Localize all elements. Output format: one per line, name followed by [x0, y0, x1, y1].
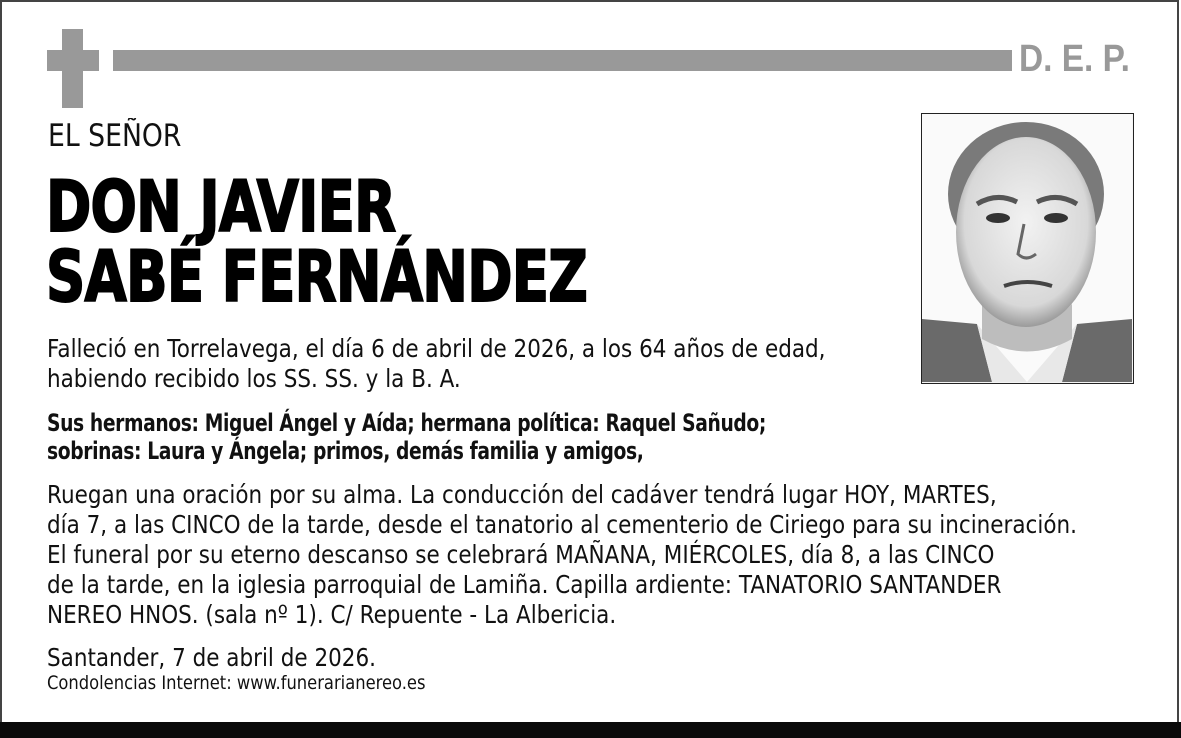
death-notice	[47, 334, 826, 394]
ceremony-line: de la tarde, en la iglesia parroquial de Lamiña. Capilla ardiente: TANATORIO SANTANDER	[47, 570, 1002, 599]
ceremony-line: Ruegan una oración por su alma. La conducción del cadáver tendrá lugar HOY, MARTES,	[47, 480, 997, 509]
name-line-2: SABÉ FERNÁNDEZ	[46, 236, 588, 318]
dep-label: D. E. P.	[1019, 38, 1130, 80]
family-line: Sus hermanos: Miguel Ángel y Aída; hermana política: Raquel Sañudo;	[47, 409, 766, 437]
death-notice-line: Falleció en Torrelavega, el día 6 de abril de 2026, a los 64 años de edad,	[47, 334, 826, 363]
header-rule	[113, 50, 1012, 71]
portrait-photo	[921, 113, 1134, 384]
cross-icon-arm	[47, 50, 99, 71]
ceremony-details	[47, 480, 1077, 630]
death-notice-line: habiendo recibido los SS. SS. y la B. A.	[47, 364, 461, 393]
family-line: sobrinas: Laura y Ángela; primos, demás familia y amigos,	[47, 437, 644, 465]
deceased-name	[46, 166, 588, 318]
portrait-image	[922, 114, 1132, 382]
bottom-border-bar	[0, 722, 1181, 738]
ceremony-line: El funeral por su eterno descanso se celebrará MAÑANA, MIÉRCOLES, día 8, a las CINCO	[47, 540, 995, 569]
salutation: EL SEÑOR	[48, 118, 182, 154]
name-line-1: DON JAVIER	[46, 166, 396, 248]
ceremony-line: NEREO HNOS. (sala nº 1). C/ Repuente - La Albericia.	[47, 600, 617, 629]
place-date: Santander, 7 de abril de 2026.	[47, 643, 376, 672]
condolences-link[interactable]: Condolencias Internet: www.funerarianereo.es	[47, 672, 426, 694]
ceremony-line: día 7, a las CINCO de la tarde, desde el tanatorio al cementerio de Ciriego para su incineración.	[47, 510, 1077, 539]
family-list	[47, 409, 766, 465]
